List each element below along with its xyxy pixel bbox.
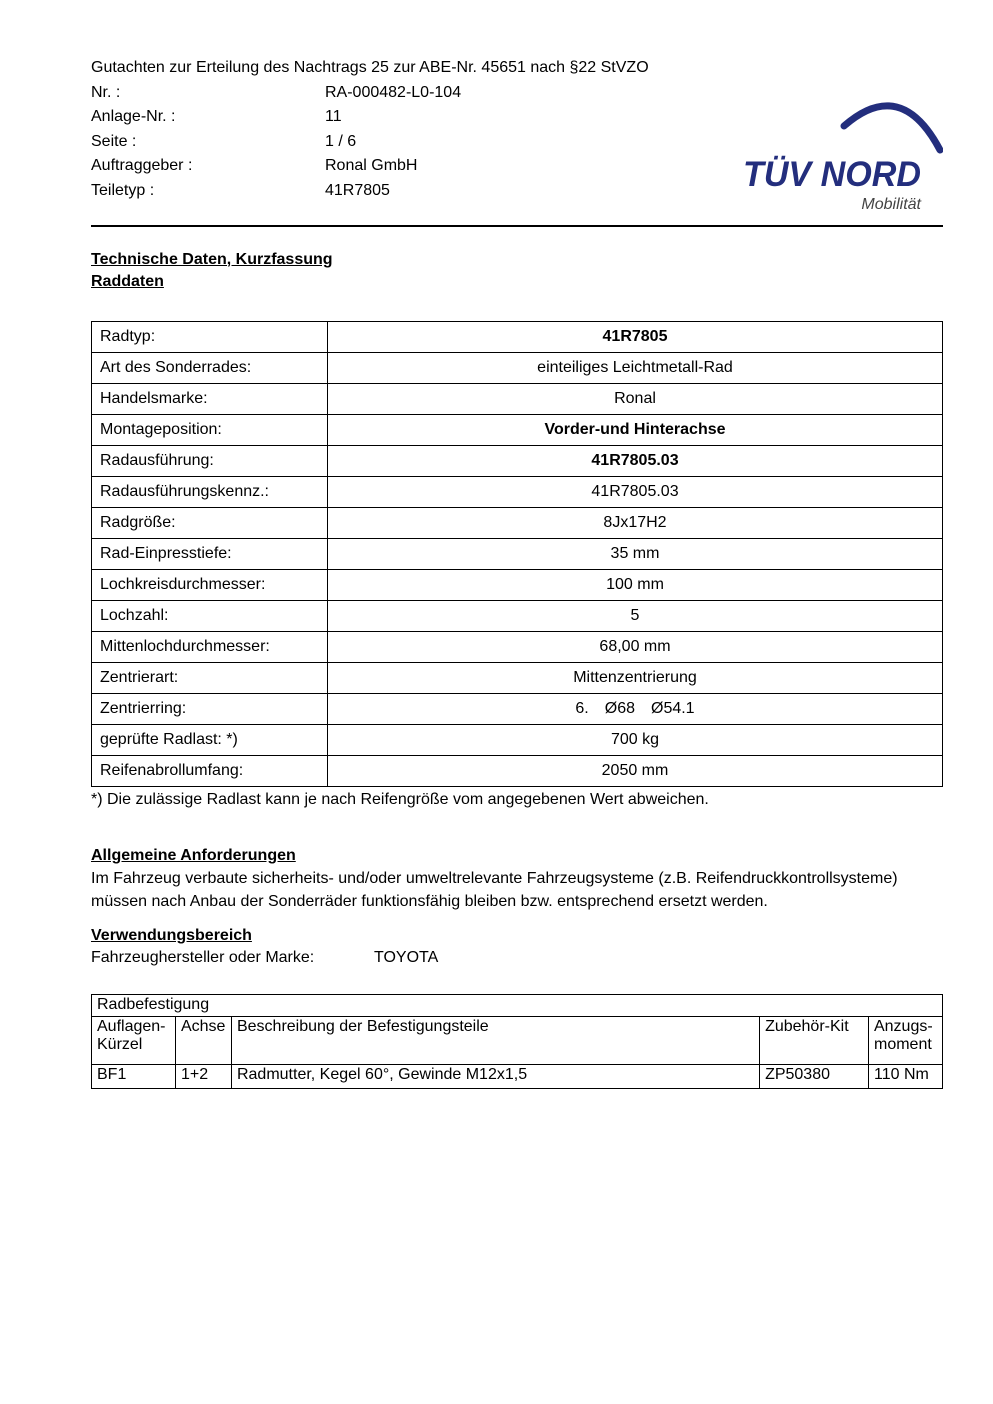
cell-achse: 1+2 [175, 1064, 231, 1088]
table-row [92, 1064, 943, 1088]
table-row [92, 724, 943, 755]
field-value: 41R7805 [325, 181, 390, 199]
row-value: 41R7805.03 [328, 476, 943, 507]
table-row [92, 600, 943, 631]
heading-verwendungsbereich: Verwendungsbereich [91, 926, 252, 944]
field-value: 11 [325, 108, 342, 126]
cell-anzugsmoment: 110 Nm [868, 1064, 942, 1088]
column-header: Auflagen-Kürzel [92, 1016, 176, 1064]
cell-zubehoer-kit: ZP50380 [760, 1064, 869, 1088]
row-label: Zentrierart: [92, 662, 328, 693]
row-label: Reifenabrollumfang: [92, 755, 328, 786]
row-label: geprüfte Radlast: *) [92, 724, 328, 755]
cell-beschreibung: Radmutter, Kegel 60°, Gewinde M12x1,5 [231, 1064, 759, 1088]
row-label: Lochkreisdurchmesser: [92, 569, 328, 600]
column-header: Beschreibung der Befestigungsteile [231, 1016, 759, 1064]
row-value: 6. Ø68 Ø54.1 [328, 693, 943, 724]
field-label: Nr. : [91, 83, 121, 101]
allgemeine-anforderungen-text: Im Fahrzeug verbaute sicherheits- und/oder umweltrelevante Fahrzeugsysteme (z.B. Reifendruckkontrollsysteme) müssen nach Anbau der Sonderräder funktionsfähig bleiben bzw. entsprechend ersetzt werden. [91, 869, 898, 910]
table-row [92, 662, 943, 693]
logo-brand-text: TÜV NORD [743, 155, 921, 194]
manufacturer-label: Fahrzeughersteller oder Marke: [91, 948, 315, 966]
field-label: Anlage-Nr. : [91, 108, 176, 126]
row-value: Mittenzentrierung [328, 662, 943, 693]
table-row [92, 476, 943, 507]
raddaten-table [91, 321, 943, 787]
table-row [92, 445, 943, 476]
row-value: 100 mm [328, 569, 943, 600]
row-label: Handelsmarke: [92, 383, 328, 414]
row-value: Vorder-und Hinterachse [328, 414, 943, 445]
row-label: Lochzahl: [92, 600, 328, 631]
heading-allgemeine-anforderungen: Allgemeine Anforderungen [91, 846, 296, 864]
field-value: Ronal GmbH [325, 157, 418, 175]
logo-swoosh [844, 106, 940, 150]
row-value: 700 kg [328, 724, 943, 755]
table-row [92, 507, 943, 538]
manufacturer-line [91, 947, 943, 969]
table-row [92, 321, 943, 352]
field-label: Auftraggeber : [91, 157, 193, 175]
table-header-row [92, 1016, 943, 1064]
table-row [92, 631, 943, 662]
table-row [92, 352, 943, 383]
row-value: 35 mm [328, 538, 943, 569]
column-header: Achse [175, 1016, 231, 1064]
table-row [92, 414, 943, 445]
column-header: Zubehör-Kit [760, 1016, 869, 1064]
document-title: Gutachten zur Erteilung des Nachtrags 25 zur ABE-Nr. 45651 nach §22 StVZO [91, 59, 649, 76]
row-value: einteiliges Leichtmetall-Rad [328, 352, 943, 383]
row-label: Zentrierring: [92, 693, 328, 724]
section-heading-raddaten: Raddaten [91, 272, 164, 290]
row-value: 5 [328, 600, 943, 631]
row-value: 41R7805.03 [328, 445, 943, 476]
row-value: 2050 mm [328, 755, 943, 786]
field-value: 1 / 6 [325, 132, 357, 150]
field-label: Teiletyp : [91, 181, 155, 199]
row-label: Rad-Einpresstiefe: [92, 538, 328, 569]
row-label: Radausführungskennz.: [92, 476, 328, 507]
row-label: Art des Sonderrades: [92, 352, 328, 383]
cell-auflagen-kuerzel: BF1 [92, 1064, 176, 1088]
table-row [92, 538, 943, 569]
logo-tagline-text: Mobilität [861, 196, 921, 213]
column-header: Anzugs-moment [868, 1016, 942, 1064]
row-value: 8Jx17H2 [328, 507, 943, 538]
row-label: Mittenlochdurchmesser: [92, 631, 328, 662]
section-heading-technische-daten: Technische Daten, Kurzfassung [91, 250, 333, 268]
table-row [92, 383, 943, 414]
radbefestigung-title: Radbefestigung [92, 994, 943, 1016]
row-label: Montageposition: [92, 414, 328, 445]
field-value: RA-000482-L0-104 [325, 83, 462, 101]
header-divider [91, 225, 943, 227]
radlast-footnote: *) Die zulässige Radlast kann je nach Reifengröße vom angegebenen Wert abweichen. [91, 790, 709, 808]
row-label: Radgröße: [92, 507, 328, 538]
row-label: Radausführung: [92, 445, 328, 476]
table-title-row [92, 994, 943, 1016]
field-label: Seite : [91, 132, 137, 150]
row-label: Radtyp: [92, 321, 328, 352]
row-value: 68,00 mm [328, 631, 943, 662]
tuv-nord-logo [743, 92, 943, 216]
row-value: Ronal [328, 383, 943, 414]
radbefestigung-table [91, 994, 943, 1089]
manufacturer-value: TOYOTA [374, 948, 439, 966]
table-row [92, 693, 943, 724]
table-row [92, 569, 943, 600]
table-row [92, 755, 943, 786]
tuv-nord-logo-graphic [743, 92, 943, 216]
row-value: 41R7805 [328, 321, 943, 352]
